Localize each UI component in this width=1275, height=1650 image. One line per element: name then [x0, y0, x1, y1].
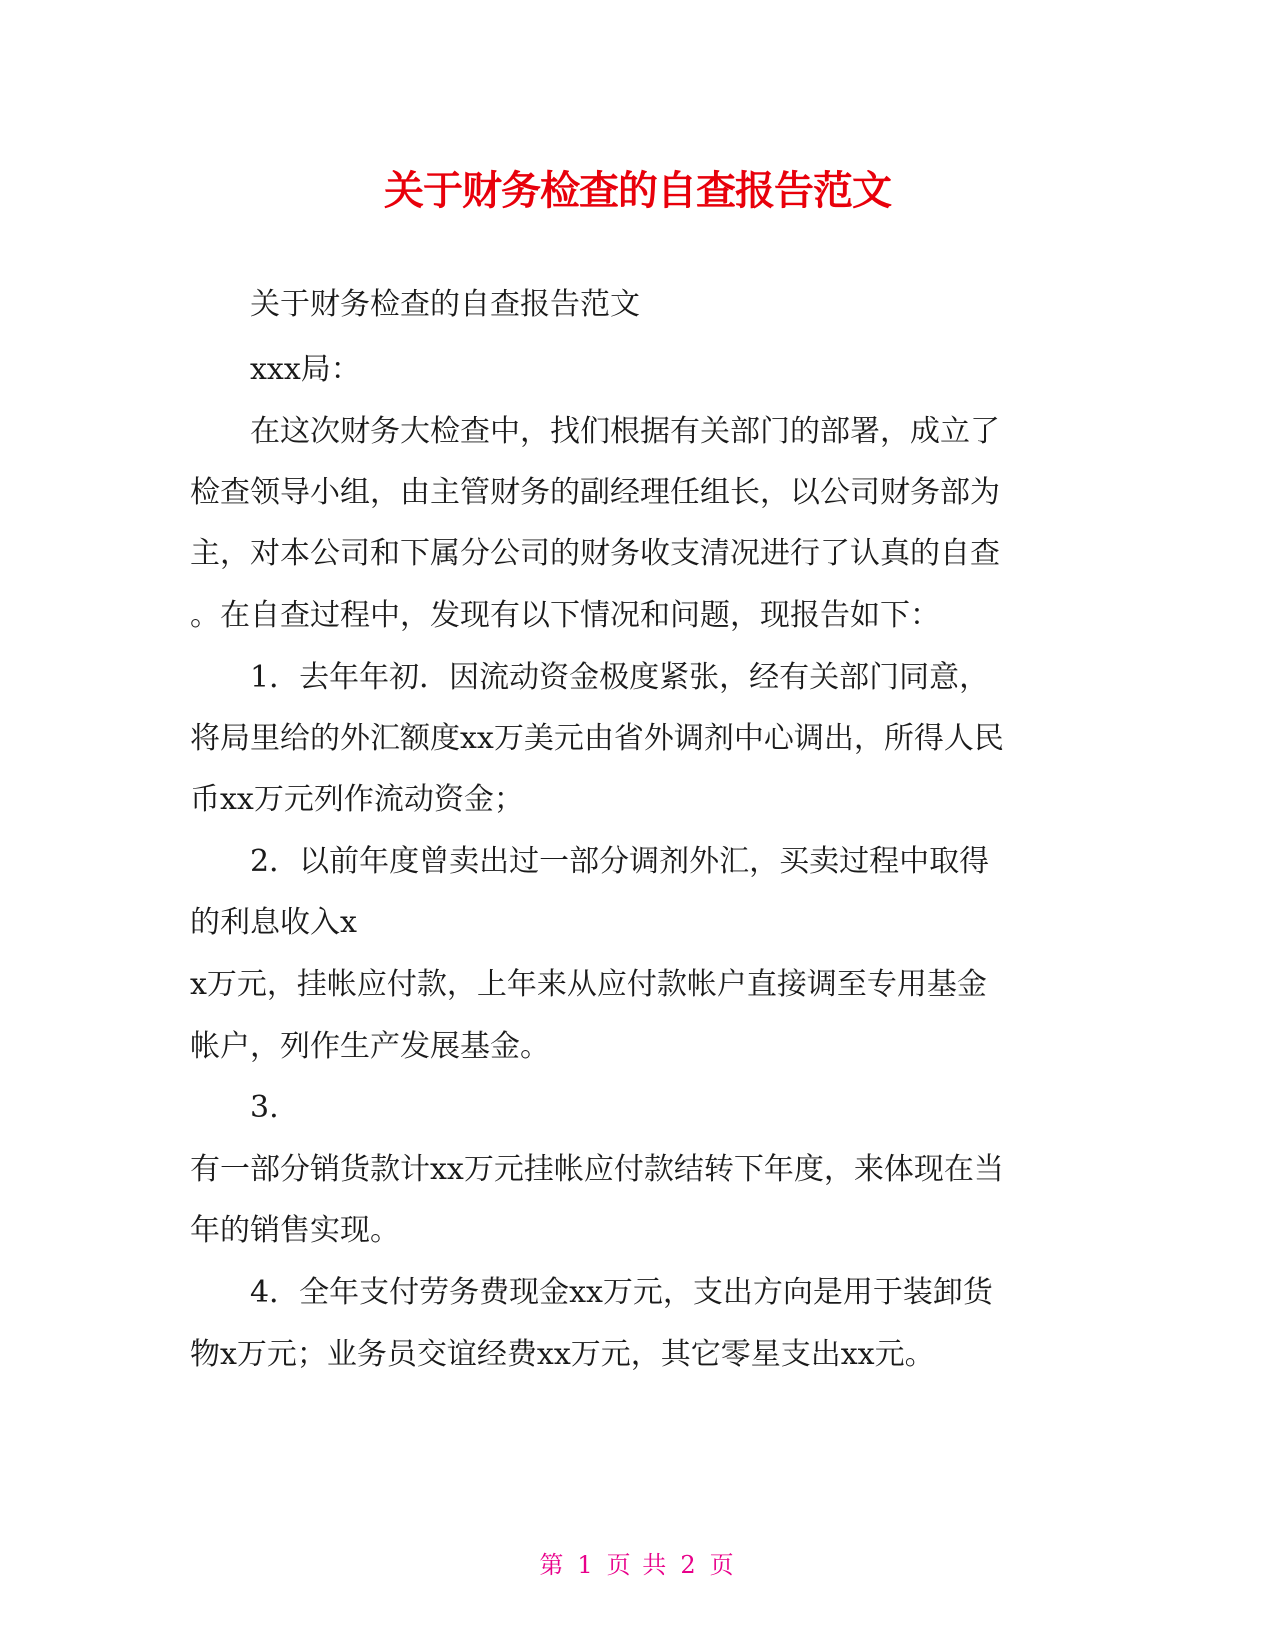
body-line: 帐户，列作生产发展基金。 — [190, 1029, 550, 1064]
footer-prefix: 第 — [539, 1551, 566, 1579]
body-line: 关于财务检查的自查报告范文 — [250, 287, 640, 322]
body-line: 2．以前年度曾卖出过一部分调剂外汇，买卖过程中取得 — [250, 844, 990, 879]
body-line: 。在自查过程中，发现有以下情况和问题，现报告如下： — [190, 598, 940, 633]
body-line: 检查领导小组，由主管财务的副经理任组长，以公司财务部为 — [190, 475, 1000, 510]
body-line: 的利息收入x — [190, 905, 357, 940]
body-line: 4．全年支付劳务费现金xx万元，支出方向是用于装卸货 — [250, 1275, 993, 1310]
body-line: x万元，挂帐应付款，上年来从应付款帐户直接调至专用基金 — [190, 967, 987, 1002]
footer-middle: 页 共 — [606, 1551, 669, 1579]
footer-suffix: 页 — [709, 1551, 736, 1579]
body-line: 1．去年年初．因流动资金极度紧张，经有关部门同意， — [250, 660, 990, 695]
body-line: 年的销售实现。 — [190, 1213, 400, 1248]
body-line: 物x万元；业务员交谊经费xx万元，其它零星支出xx元。 — [190, 1337, 935, 1372]
document-title: 关于财务检查的自查报告范文 — [384, 168, 891, 214]
body-line: xxx局： — [250, 352, 361, 387]
body-line: 在这次财务大检查中，找们根据有关部门的部署，成立了 — [250, 414, 1000, 449]
body-line: 3. — [250, 1090, 279, 1125]
body-line: 主，对本公司和下属分公司的财务收支清况进行了认真的自查 — [190, 536, 1000, 571]
body-line: 将局里给的外汇额度xx万美元由省外调剂中心调出，所得人民 — [190, 721, 1004, 756]
page-footer — [0, 1550, 1275, 1580]
footer-page-number: 1 — [577, 1551, 595, 1579]
footer-total-pages: 2 — [680, 1551, 698, 1579]
body-line: 有一部分销货款计xx万元挂帐应付款结转下年度，来体现在当 — [190, 1152, 1004, 1187]
body-line: 币xx万元列作流动资金； — [190, 782, 524, 817]
